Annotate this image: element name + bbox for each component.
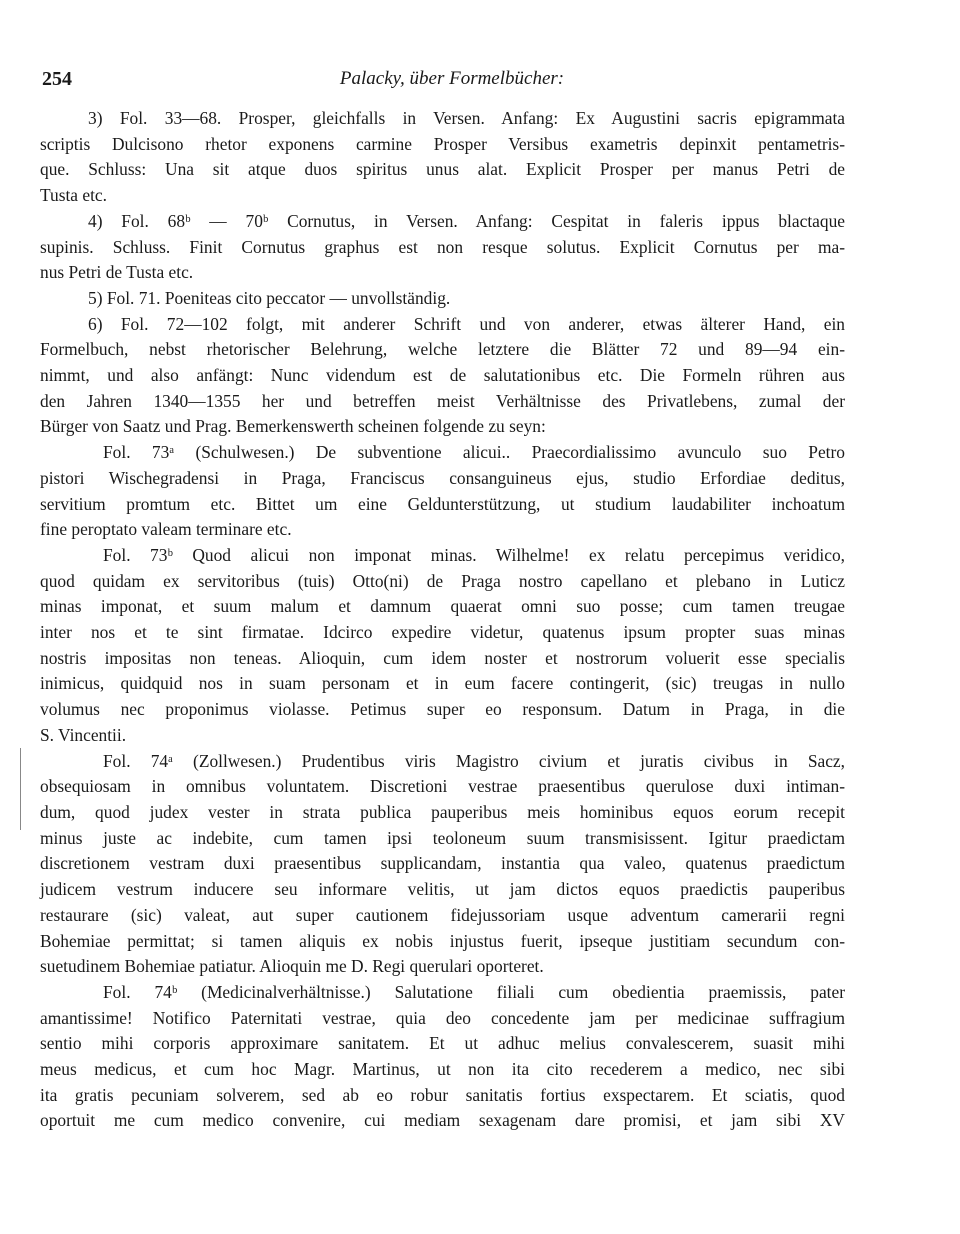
text-line: Bürger von Saatz und Prag. Bemerkenswerth scheinen folgende zu seyn: — [40, 416, 546, 437]
text-line: judicem vestrum inducere seu informare velitis, ut jam dictos equos praedictis pauperibus — [40, 879, 845, 900]
text-line: Formelbuch, nebst rhetorischer Belehrung, welche letztere die Blätter 72 und 89—94 ein- — [40, 339, 845, 360]
text-line: restaurare (sic) valeat, aut super cautionem fidejussoriam usque adventum camerarii regni — [40, 904, 845, 925]
text-line: servitium promtum etc. Bittet um eine Geldunterstützung, ut studium laudabiliter inchoatum — [40, 493, 845, 514]
running-head: Palacky, über Formelbücher: — [339, 68, 565, 89]
text-line: oportuit me cum medico convenire, cui mediam sexagenam dare promisi, et jam sibi XV — [40, 1110, 845, 1131]
text-line: amantissime! Notifico Paternitati vestrae, quia deo concedente jam per medicinae suffragium — [40, 1007, 845, 1028]
text-line: que. Schluss: Una sit atque duos spiritus unus alat. Explicit Prosper per manus Petri de — [40, 159, 845, 180]
text-line: 3) Fol. 33—68. Prosper, gleichfalls in Versen. Anfang: Ex Augustini sacris epigrammata — [88, 108, 845, 128]
text-line: den Jahren 1340—1355 her und betreffen meist Verhältnisse des Privatlebens, zumal der — [40, 390, 845, 411]
text-line: meus medicus, et cum hoc Magr. Martinus, ut non ita cito recederem a medico, nec sibi — [40, 1059, 845, 1080]
text-line: nimmt, und also anfängt: Nunc videndum est de salutationibus etc. Die Formeln rühren aus — [40, 365, 845, 386]
text-line: obsequiosam in omnibus voluntatem. Discretioni vestrae praesentibus querulose duxi intiman- — [40, 776, 845, 797]
text-line: S. Vincentii. — [40, 724, 127, 745]
text-line: Fol. 74ᵇ (Medicinalverhältnisse.) Salutatione filiali cum obedientia praemissis, pater — [103, 981, 845, 1002]
text-line: nostris impositas non teneas. Alioquin, cum idem noster et nostrorum voluerit esse specialis — [40, 647, 845, 668]
text-line: fine peroptato valeam terminare etc. — [40, 519, 292, 540]
body-text — [40, 106, 845, 1134]
text-line: 6) Fol. 72—102 folgt, mit anderer Schrift und von anderer, etwas älterer Hand, ein — [88, 313, 845, 334]
margin-rule — [20, 748, 21, 830]
text-line: discretionem vestram duxi praesentibus supplicandam, instantia qua valeo, quatenus praedictum — [40, 853, 845, 874]
page-header — [42, 68, 862, 98]
text-line: minas imponat, et suum malum et damnum quaerat omni suo posse; cum tamen treugae — [40, 596, 845, 617]
text-line: quod quidam ex servitoribus (tuis) Otto(ni) de Praga nostro capellano et plebano in Luticz — [40, 570, 845, 591]
text-line: 5) Fol. 71. Poeniteas cito peccator — unvollständig. — [88, 287, 451, 308]
text-line: inimicus, quidquid nos in suam personam et in eum facere contingerit, (sic) treugas in nullo — [40, 673, 845, 694]
text-line: minus juste ac indebite, cum tamen ipsi teoloneum suum transmisissent. Igitur praedictam — [40, 827, 845, 848]
text-line: Fol. 73ᵃ (Schulwesen.) De subventione alicui.. Praecordialissimo avunculo suo Petro — [103, 442, 845, 463]
text-line: pistori Wischegradensi in Praga, Franciscus consanguineus ejus, studio Erfordiae deditus, — [40, 467, 845, 488]
text-line: supinis. Schluss. Finit Cornutus graphus est non resque solutus. Explicit Cornutus per ma- — [40, 236, 845, 257]
text-line: nus Petri de Tusta etc. — [40, 262, 194, 283]
text-line: Fol. 73ᵇ Quod alicui non imponat minas. Wilhelme! ex relatu percepimus veridico, — [103, 544, 845, 565]
text-line: dum, quod judex vester in strata publica pauperibus meis hominibus equos eorum recepit — [40, 801, 845, 822]
text-line: volumus nec proponimus violasse. Petimus super eo responsum. Datum in Praga, in die — [40, 699, 845, 720]
text-line: ita gratis pecuniam solverem, sed ab eo robur sanitatis fortius exspectarem. Et sciatis, quod — [40, 1084, 845, 1105]
text-line: suetudinem Bohemiae patiatur. Alioquin me D. Regi querulari oporteret. — [40, 956, 544, 977]
text-line: 4) Fol. 68ᵇ — 70ᵇ Cornutus, in Versen. Anfang: Cespitat in faleris ippus blactaque — [88, 210, 845, 231]
text-line: sentio mihi corporis approximare sanitatem. Et ut adhuc melius convalescerem, suasit mihi — [40, 1033, 845, 1054]
text-line: Bohemiae permittat; si tamen aliquis ex nobis injustus fuerit, ipseque justitiam secundum con- — [40, 930, 845, 951]
text-line: Tusta etc. — [40, 185, 107, 206]
text-line: inter nos et te sint firmatae. Idcirco expedire videtur, quatenus ipsum propter suas minas — [40, 622, 845, 643]
text-line: Fol. 74ᵃ (Zollwesen.) Prudentibus viris Magistro civium et juratis civibus in Sacz, — [103, 750, 845, 771]
text-line: scriptis Dulcisono rhetor exponens carmine Prosper Versibus exametris depinxit pentametris- — [40, 133, 845, 154]
page-number: 254 — [42, 68, 72, 90]
